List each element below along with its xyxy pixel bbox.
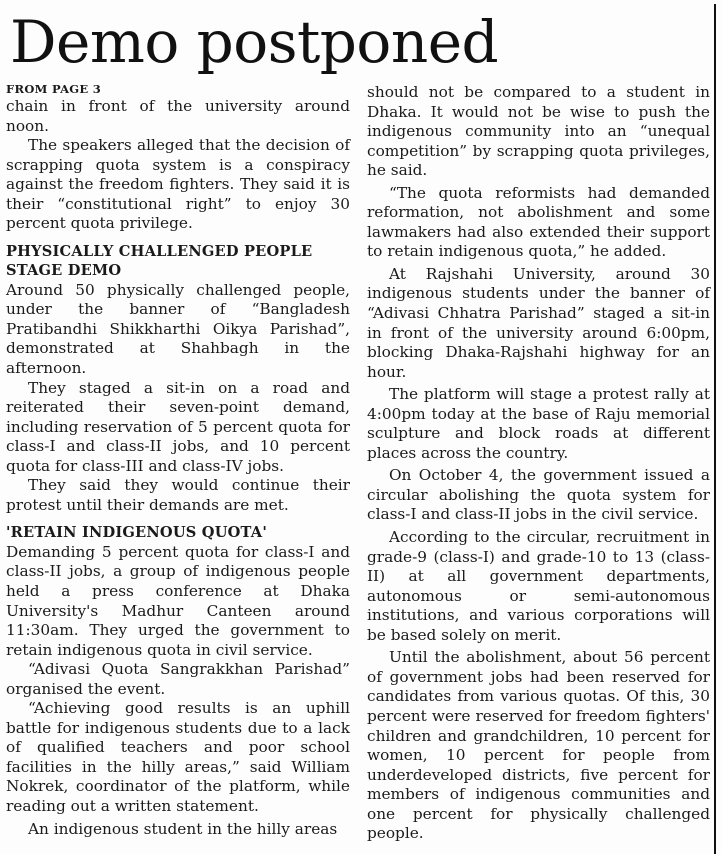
paragraph: Around 50 physically challenged people, under the banner of “Bangladesh Pratibandhi Shikkharthi Oikya Parishad”, demonstrated at Shahbagh in the afternoon. xyxy=(6,280,350,378)
paragraph: “Achieving good results is an uphill battle for indigenous students due to a lack of qualified teachers and poor school facilities in the hilly areas,” said William Nokrek, coordinator of the platform, while reading out a written statement. xyxy=(6,699,350,815)
paragraph: An indigenous student in the hilly areas xyxy=(28,819,338,838)
paragraph: Until the abolishment, about 56 percent of government jobs had been reserved for candidates from various quotas. Of this, 30 percent were reserved for freedom fighters' children and grandchildren, 10 percent for women, 10 percent for people from underdeveloped districts, five percent for members of indigenous communities and one percent for physically challenged people. xyxy=(367,648,710,843)
paragraph: “The quota reformists had demanded reformation, not abolishment and some lawmakers had also extended their support to retain indigenous quota,” he added. xyxy=(367,183,710,261)
paragraph: chain in front of the university around noon. xyxy=(6,97,350,135)
article-column-left xyxy=(6,81,350,839)
headline: Demo postponed xyxy=(10,8,499,76)
article-column-right xyxy=(367,83,710,844)
paragraph: should not be compared to a student in Dhaka. It would not be wise to push the indigenous community into an “unequal competition” by scrapping quota privileges, he said. xyxy=(367,83,710,180)
paragraph: Demanding 5 percent quota for class-I and class-II jobs, a group of indigenous people held a press conference at Dhaka University's Madhur Canteen around 11:30am. They urged the government to retain indigenous quota in civil service. xyxy=(6,542,350,659)
paragraph: At Rajshahi University, around 30 indigenous students under the banner of “Adivasi Chhatra Parishad” staged a sit-in in front of the university around 6:00pm, blocking Dhaka-Rajshahi highway for an hour. xyxy=(367,264,710,381)
jump-line: FROM PAGE 3 xyxy=(6,82,102,96)
paragraph: They said they would continue their protest until their demands are met. xyxy=(6,476,350,514)
paragraph: They staged a sit-in on a road and reiterated their seven-point demand, including reservation of 5 percent quota for class-I and class-II jobs, and 10 percent quota for class-III and class-IV jobs. xyxy=(6,378,350,475)
subheading-retain-indigenous-quota: 'RETAIN INDIGENOUS QUOTA' xyxy=(6,524,267,542)
paragraph: The speakers alleged that the decision of scrapping quota system is a conspiracy against the freedom fighters. They said it is their “constitutional right” to enjoy 30 percent quota privilege. xyxy=(6,136,350,233)
paragraph: According to the circular, recruitment in grade-9 (class-I) and grade-10 to 13 (class-II) at all government departments, autonomous or semi-autonomous institutions, and various corporations will be based solely on merit. xyxy=(367,528,710,644)
paragraph: The platform will stage a protest rally at 4:00pm today at the base of Raju memorial sculpture and block roads at different places across the country. xyxy=(367,385,710,462)
paragraph: “Adivasi Quota Sangrakkhan Parishad” organised the event. xyxy=(6,660,350,698)
subheading-physically-challenged: PHYSICALLY CHALLENGED PEOPLE STAGE DEMO xyxy=(6,242,313,280)
paragraph: On October 4, the government issued a circular abolishing the quota system for class-I and class-II jobs in the civil service. xyxy=(367,466,710,524)
column-rule xyxy=(714,4,716,854)
